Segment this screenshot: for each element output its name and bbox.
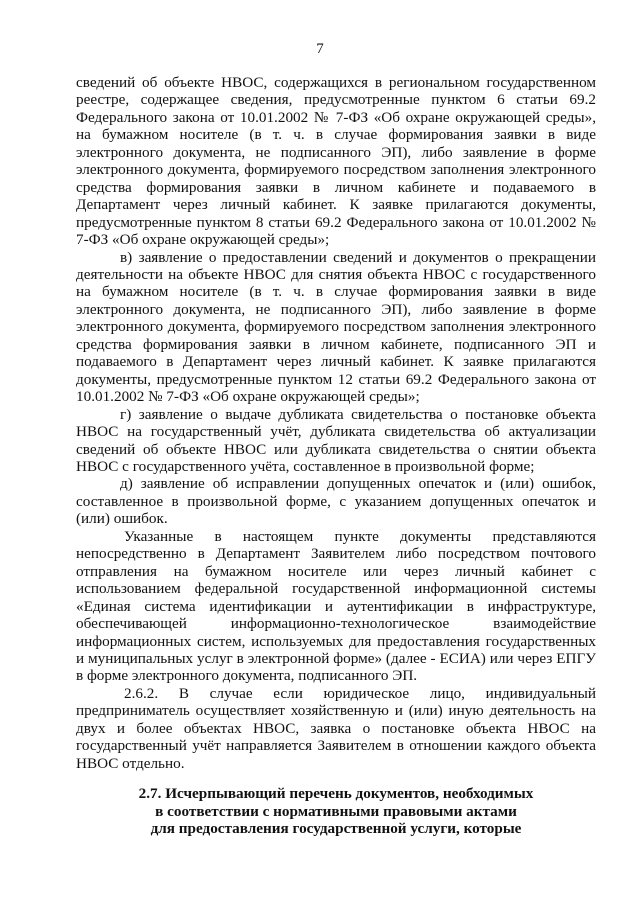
paragraph-2-6-2: 2.6.2. В случае если юридическое лицо, индивидуальный предприниматель осуществляет хозяйственную и (или) иную деятельность на двух и более объектах НВОС, заявка о постановке объекта НВОС на государственный учёт направляется Заявителем в отношении каждого объекта НВОС отдельно.	[76, 684, 596, 772]
heading-line: 2.7. Исчерпывающий перечень документов, необходимых	[138, 785, 534, 802]
heading-line: для предоставления государственной услуги, которые	[150, 820, 522, 838]
page-number: 7	[316, 41, 324, 57]
paragraph-submission: Указанные в настоящем пункте документы представляются непосредственно в Департамент Заявителем либо посредством почтового отправления на бумажном носителе или через личный кабинет с использованием федеральной государственной информационной системы «Единая система идентификации и аутентификации в инфраструктуре, обеспечивающей информационно-технологическое взаимодействие информационных систем, используемых для предоставления государственных и муниципальных услуг в электронной форме» (далее - ЕСИА) или через ЕПГУ в форме электронного документа, подписанного ЭП.	[76, 527, 596, 685]
paragraph-item-g: г) заявление о выдаче дубликата свидетельства о постановке объекта НВОС на государственный учёт, дубликата свидетельства об актуализации сведений об объекте НВОС или дубликата свидетельства о снятии объекта НВОС с государственного учёта, составленное в произвольной форме;	[76, 405, 596, 475]
document-body	[76, 74, 596, 772]
paragraph-item-v: в) заявление о предоставлении сведений и документов о прекращении деятельности на объекте НВОС для снятия объекта НВОС с государственного на бумажном носителе (в т. ч. в случае формирования заявки в виде электронного документа, не подписанного ЭП), либо заявление в форме электронного документа, формируемого посредством заполнения электронного средства формирования заявки в личном кабинете, подписанного ЭП и подаваемого в Департамент через личный кабинет. К заявке прилагаются документы, предусмотренные пунктом 12 статьи 69.2 Федерального закона от 10.01.2002 № 7-ФЗ «Об охране окружающей среды»;	[76, 248, 596, 406]
heading-line: в соответствии с нормативными правовыми актами	[155, 802, 517, 820]
section-heading-2-7	[76, 785, 596, 838]
paragraph-continuation: сведений об объекте НВОС, содержащихся в региональном государственном реестре, содержащее сведения, предусмотренные пунктом 6 статьи 69.2 Федерального закона от 10.01.2002 № 7-ФЗ «Об охране окружающей среды», на бумажном носителе (в т. ч. в случае формирования заявки в виде электронного документа, не подписанного ЭП), либо заявление в форме электронного документа, формируемого посредством заполнения электронного средства формирования заявки в личном кабинете и подаваемого в Департамент через личный кабинет. К заявке прилагаются документы, предусмотренные пунктом 8 статьи 69.2 Федерального закона от 10.01.2002 № 7-ФЗ «Об охране окружающей среды»;	[76, 74, 596, 249]
paragraph-item-d: д) заявление об исправлении допущенных опечаток и (или) ошибок, составленное в произвольной форме, с указанием допущенных опечаток и (или) ошибок.	[76, 475, 596, 528]
